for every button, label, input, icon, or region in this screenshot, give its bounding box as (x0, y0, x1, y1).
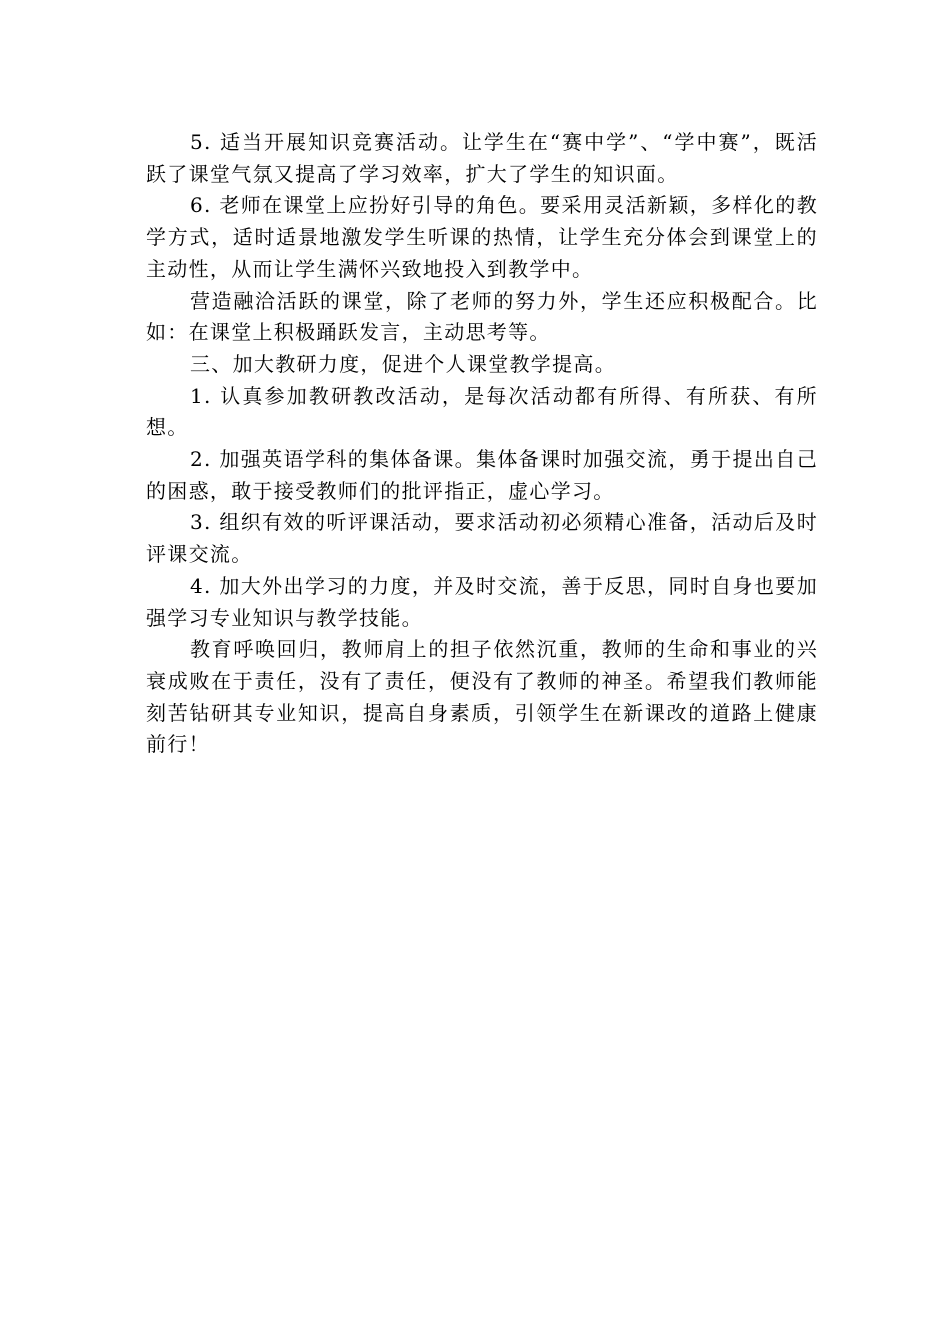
paragraph-item-6-teacher-guide-role: 6. 老师在课堂上应扮好引导的角色。要采用灵活新颖，多样化的教学方式，适时适景地激发学生听课的热情，让学生充分体会到课堂上的主动性，从而让学生满怀兴致地投入到教学中。 (146, 193, 818, 281)
document-body (146, 127, 818, 761)
paragraph-item-4-external-study: 4. 加大外出学习的力度，并及时交流，善于反思，同时自身也要加强学习专业知识与教学技能。 (146, 573, 818, 630)
paragraph-conclusion: 教育呼唤回归，教师肩上的担子依然沉重，教师的生命和事业的兴衰成败在于责任，没有了责任，便没有了教师的神圣。希望我们教师能刻苦钻研其专业知识，提高自身素质，引领学生在新课改的道路上健康前行！ (146, 637, 818, 757)
section-heading-teaching-research: 三、加大教研力度，促进个人课堂教学提高。 (190, 351, 616, 376)
paragraph-item-2-collective-lesson-prep: 2. 加强英语学科的集体备课。集体备课时加强交流，勇于提出自己的困惑，敢于接受教师们的批评指正，虚心学习。 (146, 447, 818, 503)
paragraph-item-1-research-activities: 1. 认真参加教研教改活动，是每次活动都有所得、有所获、有所想。 (146, 383, 818, 440)
paragraph-classroom-atmosphere: 营造融洽活跃的课堂，除了老师的努力外，学生还应积极配合。比如：在课堂上积极踊跃发言，主动思考等。 (146, 288, 818, 345)
paragraph-item-5-quiz-activities: 5. 适当开展知识竞赛活动。让学生在“赛中学”、“学中赛”，既活跃了课堂气氛又提高了学习效率，扩大了学生的知识面。 (146, 130, 818, 186)
paragraph-item-3-lesson-observation: 3. 组织有效的听评课活动，要求活动初必须精心准备，活动后及时评课交流。 (146, 510, 818, 567)
